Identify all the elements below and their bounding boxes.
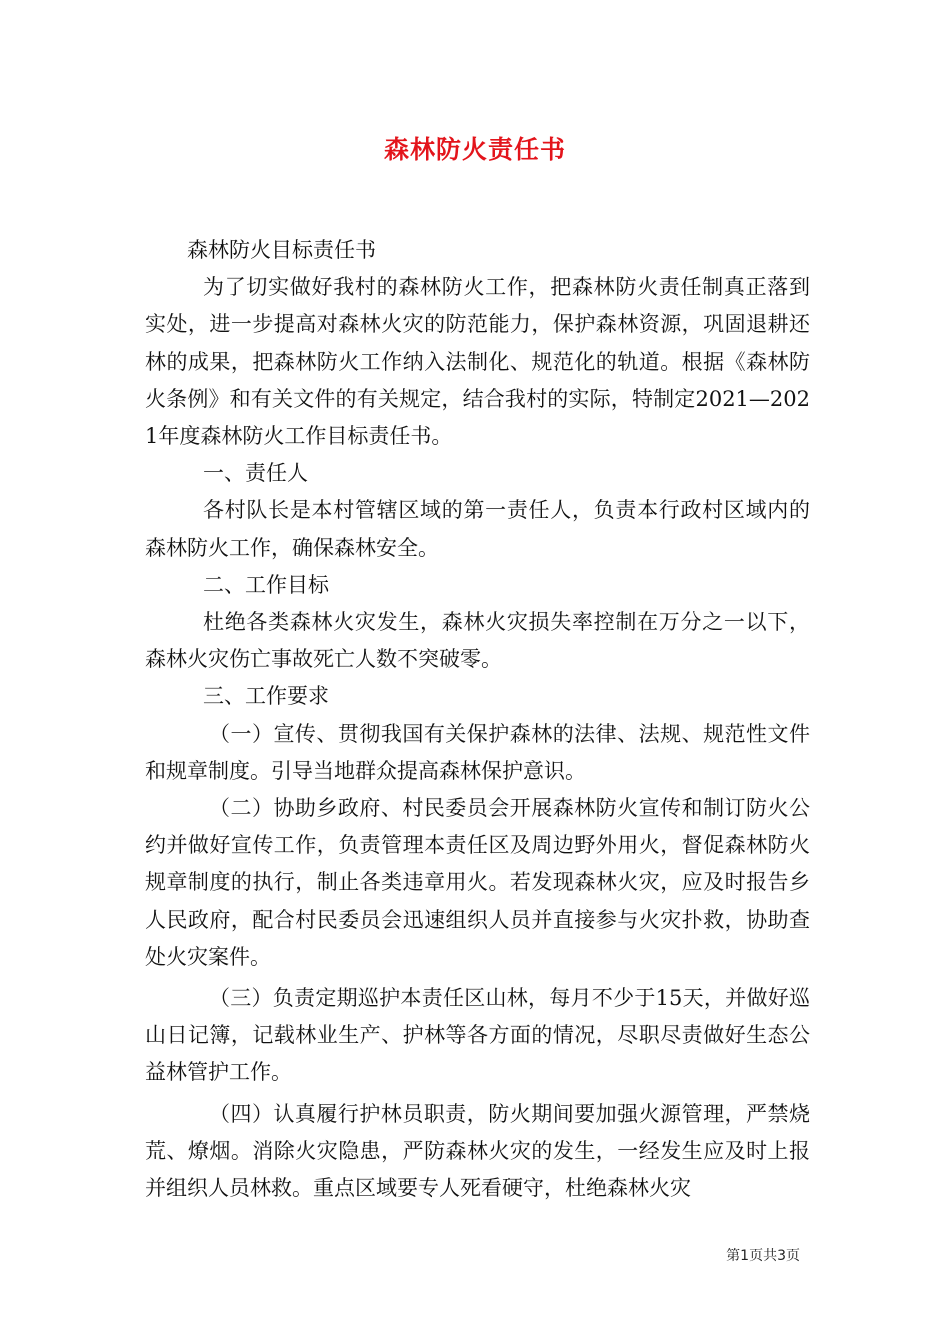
paragraph-work-goal: 杜绝各类森林火灾发生，森林火灾损失率控制在万分之一以下，森林火灾伤亡事故死亡人数不突破零。 [145,610,810,672]
paragraph-intro: 为了切实做好我村的森林防火工作，把森林防火责任制真正落到实处，进一步提高对森林火灾的防范能力，保护森林资源，巩固退耕还林的成果，把森林防火工作纳入法制化、规范化的轨道。根据《森林防火条例》和有关文件的有关规定，结合我村的实际，特制定2021—2021年度森林防火工作目标责任书。 [145,275,810,449]
document-title: 森林防火责任书 [383,135,566,164]
page-number-indicator: 第1页共3页 [726,1248,800,1264]
paragraph-requirement-1: （一）宣传、贯彻我国有关保护森林的法律、法规、规范性文件和规章制度。引导当地群众提高森林保护意识。 [145,721,810,783]
paragraph-responsible-person: 各村队长是本村管辖区域的第一责任人，负责本行政村区域内的森林防火工作，确保森林安全。 [145,498,810,560]
section-heading-responsible-person: 一、责任人 [203,461,308,486]
paragraph-requirement-2: （二）协助乡政府、村民委员会开展森林防火宣传和制订防火公约并做好宣传工作，负责管理本责任区及周边野外用火，督促森林防火规章制度的执行，制止各类违章用火。若发现森林火灾，应及时报告乡人民政府，配合村民委员会迅速组织人员并直接参与火灾扑救，协助查处火灾案件。 [145,796,810,969]
paragraph-requirement-3: （三）负责定期巡护本责任区山林，每月不少于15天，并做好巡山日记簿，记载林业生产、护林等各方面的情况，尽职尽责做好生态公益林管护工作。 [145,986,810,1085]
section-heading-work-goal: 二、工作目标 [203,572,329,597]
document-body [145,232,810,1207]
paragraph-requirement-4: （四）认真履行护林员职责，防火期间要加强火源管理，严禁烧荒、燎烟。消除火灾隐患，严防森林火灾的发生，一经发生应及时上报并组织人员林救。重点区域要专人死看硬守，杜绝森林火灾 [145,1101,810,1201]
document-subtitle: 森林防火目标责任书 [187,238,376,262]
section-heading-work-requirements: 三、工作要求 [203,684,329,709]
